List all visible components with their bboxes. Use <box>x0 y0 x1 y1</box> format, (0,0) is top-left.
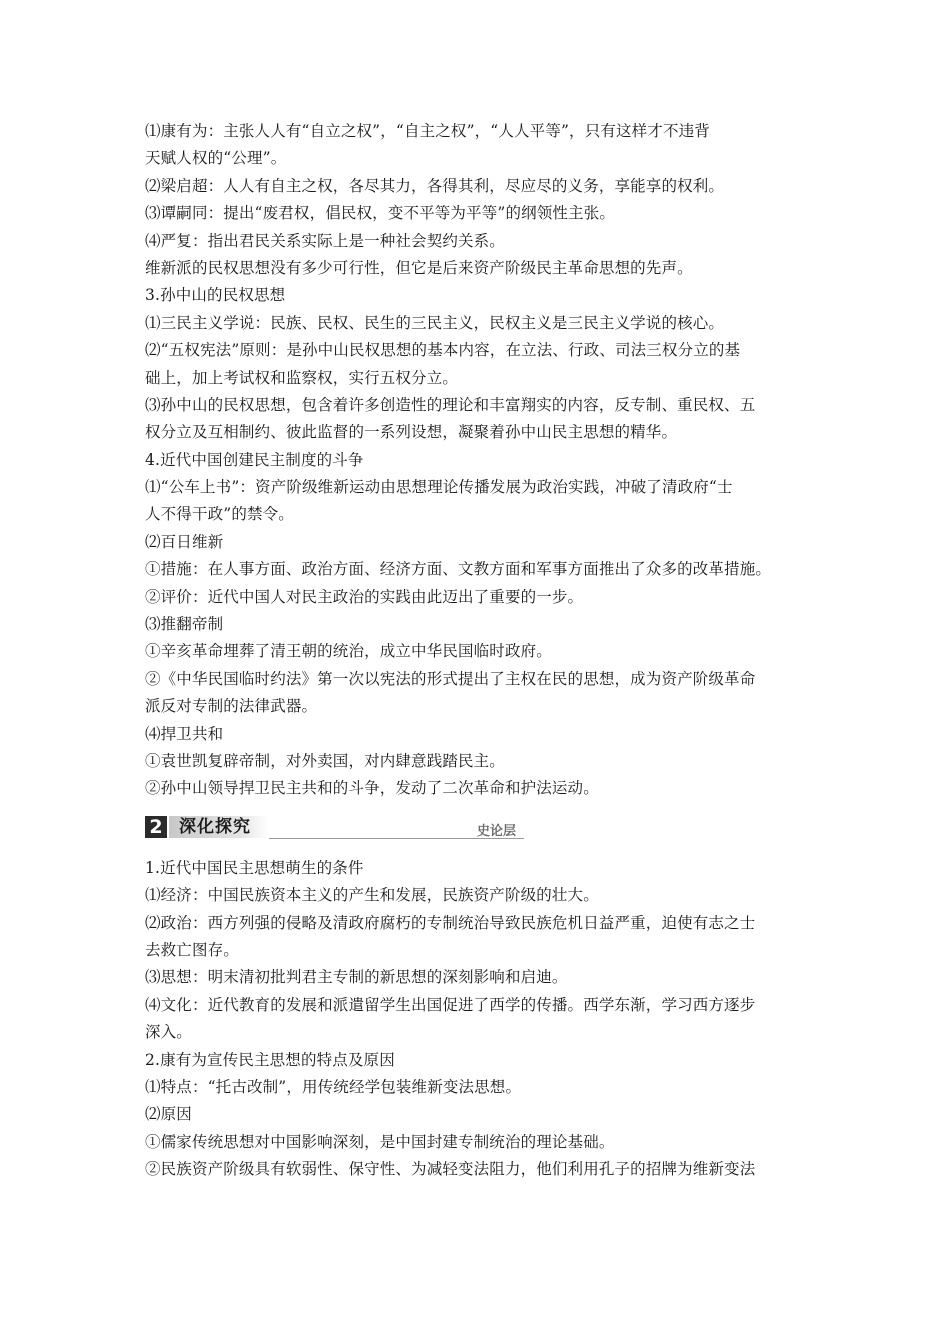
section-tag: 史论层 <box>477 823 517 839</box>
text-line: ⑵百日维新 <box>145 532 224 551</box>
text-line: ⑷文化：近代教育的发展和派遣留学生出国促进了西学的传播。西学东渐，学习西方逐步 <box>145 995 756 1014</box>
text-line: 人不得干政”的禁令。 <box>145 505 294 524</box>
text-line: ⑵梁启超：人人有自主之权，各尽其力，各得其利，尽应尽的义务，享能享的权利。 <box>145 176 725 195</box>
text-line: ⑶谭嗣同：提出“废君权，倡民权，变不平等为平等”的纲领性主张。 <box>145 204 616 223</box>
text-line: ②民族资产阶级具有软弱性、保守性、为减轻变法阻力，他们利用孔子的招牌为维新变法 <box>145 1160 756 1179</box>
text-line: ⑶推翻帝制 <box>145 615 224 634</box>
section-title: 深化探究 <box>179 816 251 837</box>
text-line: 权分立及互相制约、彼此监督的一系列设想，凝聚着孙中山民主思想的精华。 <box>145 423 678 442</box>
text-line: ⑴“公车上书”：资产阶级维新运动由思想理论传播发展为政治实践，冲破了清政府“士 <box>145 478 733 497</box>
heading-democratic-struggle: 4.近代中国创建民主制度的斗争 <box>145 450 364 469</box>
text-line: ①儒家传统思想对中国影响深刻，是中国封建专制统治的理论基础。 <box>145 1132 615 1151</box>
section-number-badge: 2 <box>145 816 167 838</box>
text-line: ⑵“五权宪法”原则：是孙中山民权思想的基本内容，在立法、行政、司法三权分立的基 <box>145 341 741 360</box>
text-line: ②评价：近代中国人对民主政治的实践由此迈出了重要的一步。 <box>145 587 584 606</box>
text-line: ①措施：在人事方面、政治方面、经济方面、文教方面和军事方面推出了众多的改革措施。 <box>145 560 772 579</box>
text-line: 深入。 <box>145 1023 192 1042</box>
text-line: 派反对专制的法律武器。 <box>145 697 318 716</box>
text-block-1 <box>145 118 810 803</box>
text-line: 天赋人权的“公理”。 <box>145 149 287 168</box>
text-line: ⑵原因 <box>145 1105 192 1124</box>
text-line: ⑷严复：指出君民关系实际上是一种社会契约关系。 <box>145 231 505 250</box>
section-header <box>145 805 810 851</box>
text-line: ⑴三民主义学说：民族、民权、民生的三民主义，民权主义是三民主义学说的核心。 <box>145 313 725 332</box>
text-line: ⑴特点：“托古改制”，用传统经学包装维新变法思想。 <box>145 1077 522 1096</box>
text-line: ⑶思想：明末清初批判君主专制的新思想的深刻影响和启迪。 <box>145 968 568 987</box>
text-line: ⑷捍卫共和 <box>145 724 224 743</box>
text-line: 础上，加上考试权和监察权，实行五权分立。 <box>145 368 459 387</box>
text-line: ①辛亥革命埋葬了清王朝的统治，成立中华民国临时政府。 <box>145 642 552 661</box>
document-page <box>145 118 810 1183</box>
text-line: ⑴经济：中国民族资本主义的产生和发展，民族资产阶级的壮大。 <box>145 886 599 905</box>
text-block-2 <box>145 855 810 1184</box>
text-line: 维新派的民权思想没有多少可行性，但它是后来资产阶级民主革命思想的先声。 <box>145 258 693 277</box>
text-line: ⑶孙中山的民权思想，包含着许多创造性的理论和丰富翔实的内容，反专制、重民权、五 <box>145 395 756 414</box>
heading-kang-youwei-features: 2.康有为宣传民主思想的特点及原因 <box>145 1050 395 1069</box>
text-line: ②孙中山领导捍卫民主共和的斗争，发动了二次革命和护法运动。 <box>145 779 599 798</box>
text-line: 去救亡图存。 <box>145 940 239 959</box>
text-line: ①袁世凯复辟帝制，对外卖国，对内肆意践踏民主。 <box>145 751 505 770</box>
text-line: ⑴康有为：主张人人有“自立之权”，“自主之权”，“人人平等”，只有这样才不违背 <box>145 122 710 140</box>
text-line: ②《中华民国临时约法》第一次以宪法的形式提出了主权在民的思想，成为资产阶级革命 <box>145 669 756 688</box>
heading-democratic-thought-conditions: 1.近代中国民主思想萌生的条件 <box>145 858 364 877</box>
text-line: ⑵政治：西方列强的侵略及清政府腐朽的专制统治导致民族危机日益严重，迫使有志之士 <box>145 913 756 932</box>
heading-sun-yatsen-minquan: 3.孙中山的民权思想 <box>145 286 286 305</box>
